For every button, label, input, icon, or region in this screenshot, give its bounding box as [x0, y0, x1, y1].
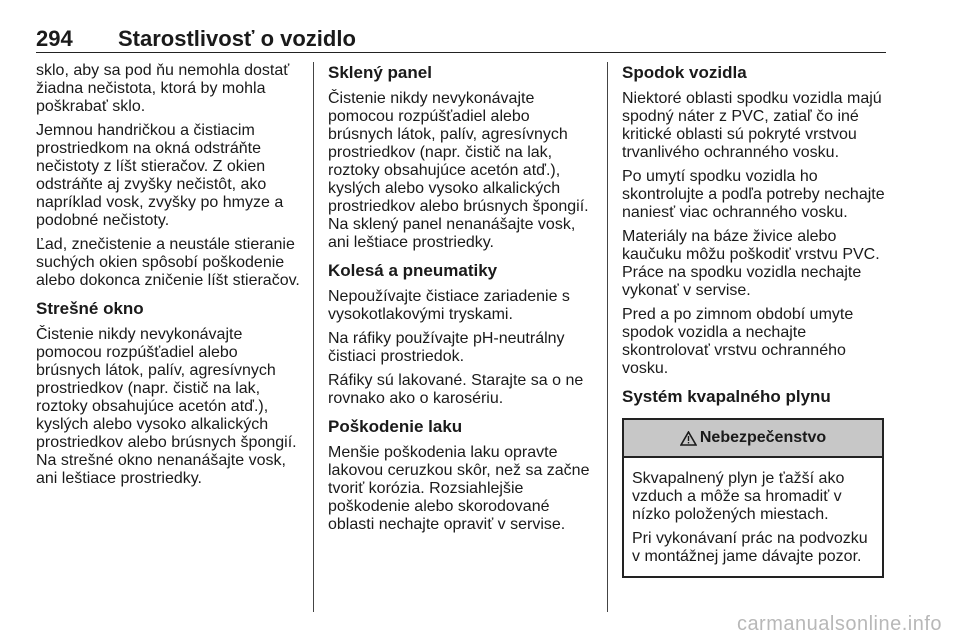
column-divider-1	[313, 62, 314, 612]
warning-text: Skvapalnený plyn je ťažší ako vzduch a môže sa hromadiť v nízko položených miestach.	[632, 470, 845, 523]
column-divider-2	[607, 62, 608, 612]
page-title: Starostlivosť o vozidlo	[118, 26, 356, 51]
warning-body	[624, 458, 882, 576]
column-2	[328, 62, 598, 540]
paragraph: Čistenie nikdy nevykonávajte pomocou rozpúšťadiel alebo brúsnych látok, palív, agresívnych prostriedkov (napr. čistič na lak, roztoky obsahujúce acetón atď.), kyslých alebo vysoko alkalických prostriedkov alebo brúsnych špongií. Na strešné okno nenanášajte vosk, ani leštiace prostriedky.	[36, 326, 297, 487]
section-heading-underbody: Spodok vozidla	[622, 63, 747, 82]
column-1	[36, 62, 304, 494]
paragraph: Materiály na báze živice alebo kaučuku môžu poškodiť vrstvu PVC. Práce na spodku vozidla nechajte vykonať v servise.	[622, 228, 880, 299]
paragraph: Po umytí spodku vozidla ho skontrolujte a podľa potreby nechajte naniesť viac ochranného vosku.	[622, 168, 885, 221]
warning-text: Pri vykonávaní prác na podvozku v montážnej jame dávajte pozor.	[632, 530, 868, 565]
paragraph: Niektoré oblasti spodku vozidla majú spodný náter z PVC, zatiaľ čo iné kritické oblasti sú pokryté vrstvou trvanlivého ochranného vosku.	[622, 90, 882, 161]
paragraph: Na ráfiky používajte pH-neutrálny čistiaci prostriedok.	[328, 330, 565, 365]
paragraph: Čistenie nikdy nevykonávajte pomocou rozpúšťadiel alebo brúsnych látok, palív, agresívnych prostriedkov (napr. čistič na lak, roztoky obsahujúce acetón atď.), kyslých alebo vysoko alkalických prostriedkov alebo brúsnych špongií. Na sklený panel nenanášajte vosk, ani leštiace prostriedky.	[328, 90, 589, 251]
section-heading-sunroof: Strešné okno	[36, 299, 144, 318]
section-heading-paint-damage: Poškodenie laku	[328, 417, 463, 436]
warning-triangle-icon	[680, 431, 697, 446]
warning-header	[624, 420, 882, 458]
paragraph: Nepoužívajte čistiace zariadenie s vysokotlakovými tryskami.	[328, 288, 570, 323]
paragraph: Pred a po zimnom období umyte spodok vozidla a nechajte skontrolovať vrstvu ochranného vosku.	[622, 306, 854, 377]
watermark: carmanualsonline.info	[736, 613, 942, 635]
danger-warning-box	[622, 418, 884, 578]
page-header	[36, 26, 886, 58]
page-number: 294	[36, 26, 73, 51]
column-3	[622, 62, 892, 578]
paragraph: Jemnou handričkou a čistiacim prostriedkom na okná odstráňte nečistoty z líšt stieračov. Z okien odstráňte aj zvyšky nečistôt, ako napríklad vosk, zvyšky po hmyze a podobné nečistoty.	[36, 122, 284, 229]
paragraph: sklo, aby sa pod ňu nemohla dostať žiadna nečistota, ktorá by mohla poškrabať sklo.	[36, 62, 290, 115]
section-heading-wheels: Kolesá a pneumatiky	[328, 261, 498, 280]
header-rule	[36, 52, 886, 53]
paragraph: Ľad, znečistenie a neustále stieranie suchých okien spôsobí poškodenie alebo dokonca zničenie líšt stieračov.	[36, 236, 300, 289]
section-heading-lpg-system: Systém kvapalného plynu	[622, 387, 831, 406]
paragraph: Ráfiky sú lakované. Starajte sa o ne rovnako ako o karosériu.	[328, 372, 584, 407]
warning-title: Nebezpečenstvo	[699, 429, 827, 446]
section-heading-glass-panel: Sklený panel	[328, 63, 432, 82]
paragraph: Menšie poškodenia laku opravte lakovou ceruzkou skôr, než sa začne tvoriť korózia. Rozsiahlejšie poškodenie alebo skorodované oblasti nechajte opraviť v servise.	[328, 444, 590, 533]
